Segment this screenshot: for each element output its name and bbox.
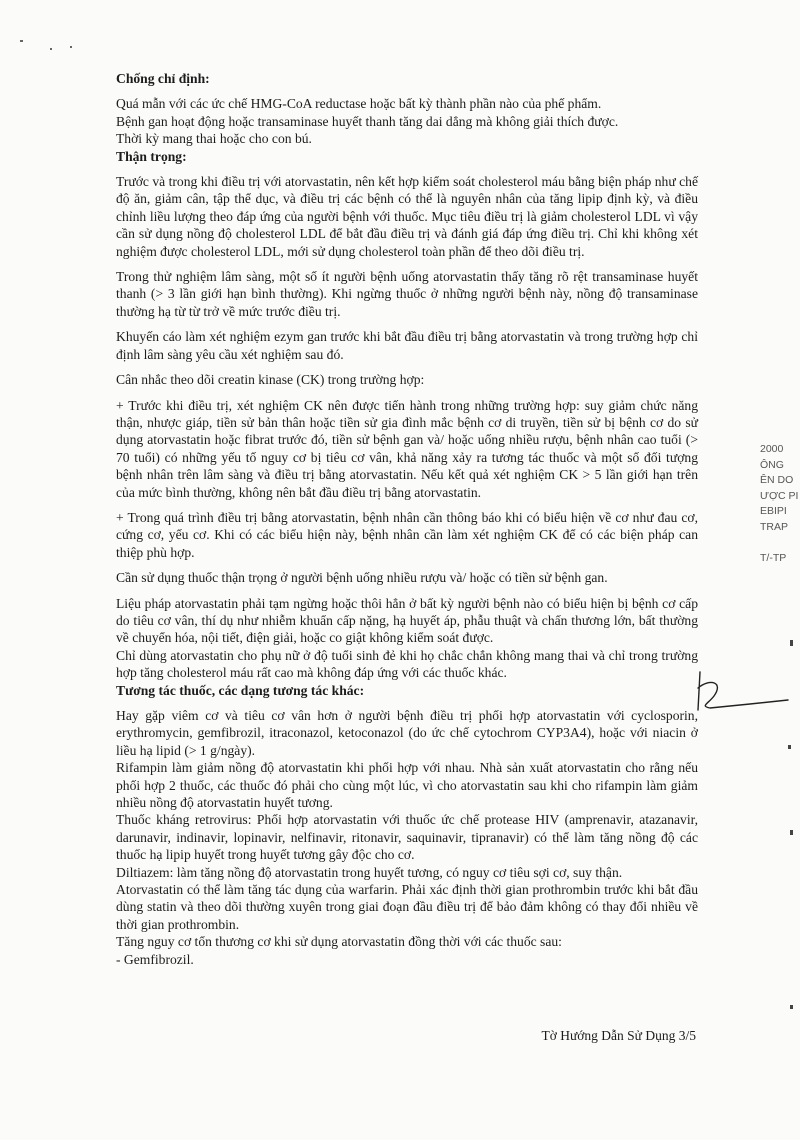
leaflet-page xyxy=(116,70,698,968)
interaction-paragraph: Thuốc kháng retrovirus: Phối hợp atorvastatin với thuốc ức chế protease HIV (amprenavir, atazanavir, darunavir, indinavir, lopinavir, nelfinavir, ritonavir, saquinavir, tipranavir) có thể làm tăng nồng độ các thuốc hạ lipip huyết trong huyết tương gây độc cho cơ. xyxy=(116,812,698,863)
interaction-paragraph: Tăng nguy cơ tổn thương cơ khi sử dụng atorvastatin đồng thời với các thuốc sau: xyxy=(116,934,562,950)
stamp-text: 2000 xyxy=(760,443,784,455)
precautions-heading: Thận trọng: xyxy=(116,148,187,164)
stamp-text: ƯỢC PI xyxy=(760,489,799,502)
scan-speck xyxy=(790,830,793,835)
precaution-paragraph: Liệu pháp atorvastatin phải tạm ngừng hoặc thôi hẳn ở bất kỳ người bệnh nào có biểu hiện bị bệnh cơ cấp do tiêu cơ vân, thí dụ như nhiễm khuẩn cấp nặng, hạ huyết áp, phẫu thuật và chấn thương lớn, bất thường về chuyển hóa, nội tiết, điện giải, hoặc co giật không kiểm soát được. xyxy=(116,595,698,646)
precaution-paragraph: Trong thử nghiệm lâm sàng, một số ít người bệnh uống atorvastatin thấy tăng rõ rệt transaminase huyết thanh (> 3 lần giới hạn bình thường). Khi ngừng thuốc ở những người bệnh này, nồng độ transaminase thường hạ từ từ trở về mức trước điều trị. xyxy=(116,269,698,319)
interaction-paragraph: Diltiazem: làm tăng nồng độ atorvastatin trong huyết tương, có nguy cơ tiêu sợi cơ, suy thận. xyxy=(116,864,623,880)
interactions-heading: Tương tác thuốc, các dạng tương tác khác: xyxy=(116,682,365,698)
precaution-paragraph: + Trước khi điều trị, xét nghiệm CK nên được tiến hành trong những trường hợp: suy giảm chức năng thận, nhược giáp, tiền sử bản thân hoặc tiền sử gia đình mắc bệnh cơ di truyền, tiền sử bị bệnh cơ do sử dụng atorvastatin hoặc fibrat trước đó, tiền sử bệnh gan và/ hoặc uống nhiều rượu, bệnh nhân cao tuổi (> 70 tuổi) có những yếu tố nguy cơ bị tiêu cơ vân, khả năng xảy ra tương tác thuốc và một số đối tượng bệnh nhân trên lâm sàng và điều trị bằng atorvastatin. Nếu kết quả xét nghiệm CK > 5 lần giới hạn trên của mức bình thường, không nên bắt đầu điều trị bằng atorvastatin. xyxy=(116,397,698,500)
stamp-text: ÔNG xyxy=(760,458,784,471)
edge-stamp-fragment xyxy=(760,442,800,566)
precaution-paragraph: + Trong quá trình điều trị bằng atorvastatin, bệnh nhân cần thông báo khi có biểu hiện về cơ như đau cơ, cứng cơ, yếu cơ. Khi có các biểu hiện này, bệnh nhân cần làm xét nghiệm CK để có các biện pháp can thiệp phù hợp. xyxy=(116,509,698,560)
scan-speck xyxy=(50,48,52,50)
contraindications-heading: Chống chỉ định: xyxy=(116,71,210,86)
handwritten-mark-icon xyxy=(690,666,790,726)
interaction-paragraph: Hay gặp viêm cơ và tiêu cơ vân hơn ở người bệnh điều trị phối hợp atorvastatin với cyclosporin, erythromycin, gemfibrozil, itraconazol, ketoconazol (do ức chế cytochrom CYP3A4), hoặc với niacin ở liều hạ lipid (> 1 g/ngày). xyxy=(116,708,698,758)
scan-speck xyxy=(20,40,23,42)
stamp-text: ÊN DO xyxy=(760,474,794,486)
scan-speck xyxy=(788,745,791,749)
page-footer: Tờ Hướng Dẫn Sử Dụng 3/5 xyxy=(541,1028,696,1043)
contraindication-line: Bệnh gan hoạt động hoặc transaminase huyết thanh tăng dai dẳng mà không giải thích được. xyxy=(116,113,619,129)
scan-speck xyxy=(790,1005,793,1009)
interaction-paragraph: - Gemfibrozil. xyxy=(116,951,194,967)
stamp-text: EBIPI xyxy=(760,505,787,517)
precaution-paragraph: Chỉ dùng atorvastatin cho phụ nữ ở độ tuổi sinh đẻ khi họ chắc chắn không mang thai và chỉ trong trường hợp tăng cholesterol máu rất cao mà không đáp ứng với các thuốc khác. xyxy=(116,647,698,681)
scan-speck xyxy=(790,640,793,646)
stamp-text: T/-TP xyxy=(760,551,787,564)
precaution-paragraph: Cần sử dụng thuốc thận trọng ở người bệnh uống nhiều rượu và/ hoặc có tiền sử bệnh gan. xyxy=(116,570,608,586)
contraindication-line: Quá mẫn với các ức chế HMG-CoA reductase hoặc bất kỳ thành phần nào của phế phẩm. xyxy=(116,96,602,112)
stamp-text xyxy=(760,535,800,551)
stamp-text: TRAP xyxy=(760,520,789,533)
precaution-paragraph: Cân nhắc theo dõi creatin kinase (CK) trong trường hợp: xyxy=(116,372,425,388)
scan-speck xyxy=(70,46,72,48)
interaction-paragraph: Rifampin làm giảm nồng độ atorvastatin khi phối hợp với nhau. Nhà sản xuất atorvastatin cho rằng nếu phối hợp 2 thuốc, các thuốc đó phải cho cùng một lúc, vì cho atorvastatin sau khi cho rifampin làm giảm nhiều nồng độ atorvastatin huyết tương. xyxy=(116,760,698,811)
precaution-paragraph: Trước và trong khi điều trị với atorvastatin, nên kết hợp kiểm soát cholesterol máu bằng biện pháp như chế độ ăn, giảm cân, tập thể dục, và điều trị các bệnh có thể là nguyên nhân của tăng lipip định kỳ, và điều chỉnh liều lượng theo đáp ứng của người bệnh với thuốc. Mục tiêu điều trị là giảm cholesterol LDL vì vậy cần sử dụng nồng độ cholesterol LDL để bắt đầu điều trị và đánh giá đáp ứng điều trị. Chỉ khi không xét nghiệm được cholesterol LDL, mới sử dụng cholesterol toàn phần để theo dõi điều trị. xyxy=(116,174,698,259)
interaction-paragraph: Atorvastatin có thể làm tăng tác dụng của warfarin. Phải xác định thời gian prothrombin trước khi bắt đầu dùng statin và theo dõi thường xuyên trong giai đoạn đầu điều trị để bảo đảm không có thay đổi nhiều về thời gian prothrombin. xyxy=(116,882,698,932)
precaution-paragraph: Khuyến cáo làm xét nghiệm ezym gan trước khi bắt đầu điều trị bằng atorvastatin và trong trường hợp chỉ định lâm sàng yêu cầu xét nghiệm sau đó. xyxy=(116,329,698,362)
contraindication-line: Thời kỳ mang thai hoặc cho con bú. xyxy=(116,131,312,147)
